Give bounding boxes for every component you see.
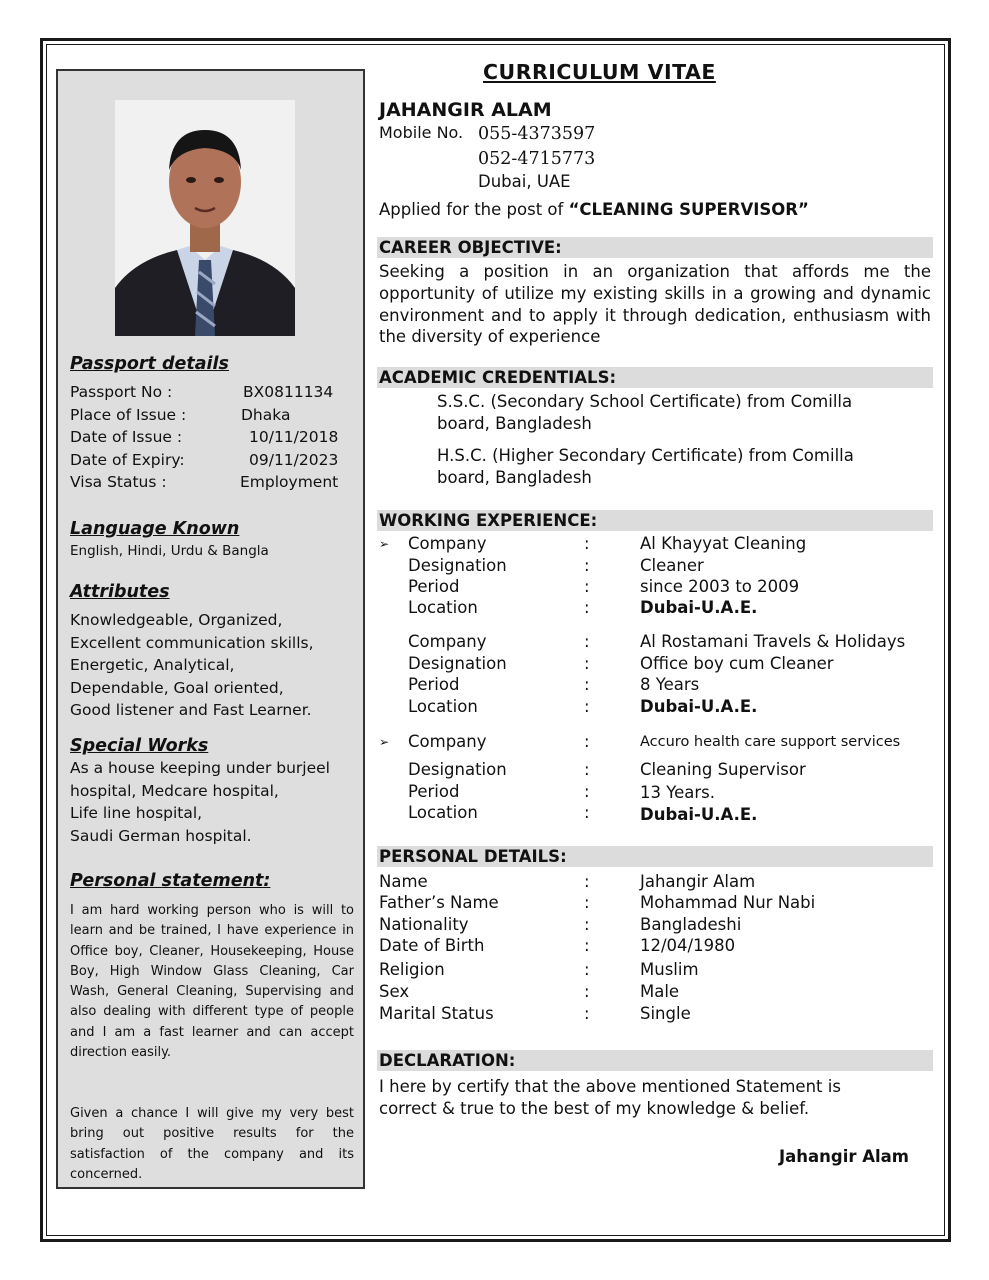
- passport-heading: Passport details: [70, 354, 229, 374]
- special-work-line: As a house keeping under burjeel: [70, 759, 330, 777]
- passport-label: Date of Issue :: [70, 428, 183, 447]
- passport-value: Dhaka: [241, 405, 291, 424]
- colon: :: [584, 893, 590, 912]
- personal-value: Mohammad Nur Nabi: [640, 893, 816, 912]
- job-designation-label: Designation: [408, 654, 507, 673]
- job-location: [640, 804, 757, 825]
- colon: :: [584, 803, 590, 822]
- passport-label: Visa Status :: [70, 473, 167, 492]
- signature-name: Jahangir Alam: [779, 1147, 910, 1166]
- job-company: Accuro health care support services: [640, 734, 901, 750]
- job-company: Al Khayyat Cleaning: [640, 534, 807, 553]
- passport-row: [70, 406, 354, 429]
- passport-row: [70, 383, 354, 406]
- job-location-value: Dubai-U.A.E.: [640, 805, 758, 824]
- colon: :: [584, 960, 590, 979]
- special-work-line: Saudi German hospital.: [70, 826, 252, 845]
- colon: :: [584, 577, 590, 596]
- portrait-image: [115, 100, 295, 336]
- attributes-list: [70, 609, 354, 722]
- passport-row: [70, 428, 354, 451]
- job-period: 8 Years: [640, 675, 700, 694]
- job-company-label: Company: [408, 732, 487, 751]
- attributes-heading: Attributes: [70, 582, 170, 602]
- city: Dubai, UAE: [478, 172, 571, 191]
- job-designation-label: Designation: [408, 556, 507, 575]
- section-heading: DECLARATION:: [379, 1051, 516, 1070]
- mobile-number-2: 052-4715773: [478, 149, 596, 169]
- job-period-label: Period: [408, 675, 460, 694]
- passport-value: 10/11/2018: [249, 428, 339, 447]
- personal-value: Muslim: [640, 960, 699, 979]
- personal-value: Single: [640, 1004, 691, 1023]
- section-experience: [377, 510, 933, 531]
- colon: :: [584, 915, 590, 934]
- colon: :: [584, 632, 590, 651]
- job-designation: Office boy cum Cleaner: [640, 654, 834, 673]
- profile-photo: [115, 100, 295, 336]
- personal-label: Name: [379, 872, 428, 891]
- personal-statement-closing: Given a chance I will give my very best bring out positive results for the satisfaction of the company and its concerned.: [70, 1106, 354, 1182]
- sidebar: [56, 69, 365, 1189]
- applicant-name: JAHANGIR ALAM: [379, 99, 552, 121]
- colon: :: [584, 534, 590, 553]
- colon: :: [584, 872, 590, 891]
- section-academic: [377, 367, 933, 388]
- academic-item: S.S.C. (Secondary School Certificate) from Comilla board, Bangladesh: [437, 392, 853, 433]
- job-location-value: Dubai-U.A.E.: [640, 697, 758, 716]
- personal-label: Marital Status: [379, 1004, 494, 1023]
- personal-value: Bangladeshi: [640, 915, 742, 934]
- job-designation: Cleaning Supervisor: [640, 760, 806, 779]
- attribute-line: Good listener and Fast Learner.: [70, 701, 312, 720]
- career-objective-text: Seeking a position in an organization that affords me the opportunity of utilize my existing skills in a growing and dynamic environment and to apply it through dedication, enthusiasm with the diversity of experience: [379, 262, 931, 347]
- job-period-label: Period: [408, 577, 460, 596]
- applied-post-title: “CLEANING SUPERVISOR”: [568, 200, 809, 219]
- job-location-label: Location: [408, 803, 478, 822]
- section-declaration: [377, 1050, 933, 1071]
- colon: :: [584, 654, 590, 673]
- mobile-label: Mobile No.: [379, 123, 464, 142]
- bullet-arrow-icon: ➢: [379, 735, 390, 749]
- passport-value: Employment: [240, 473, 339, 492]
- job-company: Al Rostamani Travels & Holidays: [640, 632, 906, 651]
- language-text: English, Hindi, Urdu & Bangla: [70, 543, 269, 559]
- colon: :: [584, 732, 590, 751]
- job-location-value: Dubai-U.A.E.: [640, 598, 758, 617]
- special-works-list: [70, 757, 354, 847]
- attribute-line: Excellent communication skills,: [70, 633, 314, 652]
- personal-value: Male: [640, 982, 680, 1001]
- academic-item: H.S.C. (Higher Secondary Certificate) from Comilla board, Bangladesh: [437, 446, 854, 487]
- job-period-label: Period: [408, 782, 460, 801]
- job-location-label: Location: [408, 697, 478, 716]
- section-heading: PERSONAL DETAILS:: [379, 847, 567, 866]
- passport-value: BX0811134: [243, 383, 334, 401]
- special-work-line: Life line hospital,: [70, 804, 203, 823]
- colon: :: [584, 982, 590, 1001]
- personal-label: Father’s Name: [379, 893, 499, 912]
- personal-label: Date of Birth: [379, 936, 485, 955]
- job-designation-label: Designation: [408, 760, 507, 779]
- applied-post: [379, 200, 809, 219]
- personal-value: Jahangir Alam: [640, 872, 756, 891]
- job-company-label: Company: [408, 534, 487, 553]
- passport-row: [70, 451, 354, 474]
- section-heading: ACADEMIC CREDENTIALS:: [379, 368, 617, 387]
- passport-row: [70, 473, 354, 496]
- passport-label: Passport No :: [70, 383, 173, 401]
- mobile-number-1: 055-4373597: [478, 124, 596, 144]
- passport-value: 09/11/2023: [249, 450, 339, 469]
- declaration-text: I here by certify that the above mentioned Statement is correct & true to the best of my knowledge & belief.: [379, 1077, 841, 1118]
- colon: :: [584, 598, 590, 617]
- section-heading: WORKING EXPERIENCE:: [379, 511, 598, 530]
- job-period: since 2003 to 2009: [640, 577, 800, 596]
- attribute-line: Knowledgeable, Organized,: [70, 611, 283, 629]
- personal-statement-text: I am hard working person who is will to learn and be trained, I have experience in Office boy, Cleaner, Housekeeping, House Boy, High Window Glass Cleaning, Car Wash, General Cleaning, Supervising and also dealing with different type of people and I am a fast learner and can accept direction easily.: [70, 903, 354, 1061]
- special-work-line: hospital, Medcare hospital,: [70, 781, 279, 800]
- passport-label: Place of Issue :: [70, 405, 187, 424]
- job-location-label: Location: [408, 598, 478, 617]
- job-location: [640, 696, 757, 717]
- job-location: [640, 597, 757, 618]
- language-heading: Language Known: [70, 519, 240, 539]
- colon: :: [584, 936, 590, 955]
- job-company-label: Company: [408, 632, 487, 651]
- passport-details: [70, 383, 354, 496]
- attribute-line: Energetic, Analytical,: [70, 656, 235, 675]
- section-heading: CAREER OBJECTIVE:: [379, 238, 562, 257]
- job-designation: Cleaner: [640, 556, 704, 575]
- personal-label: Nationality: [379, 915, 469, 934]
- personal-label: Religion: [379, 960, 445, 979]
- section-personal: [377, 846, 933, 867]
- passport-label: Date of Expiry:: [70, 450, 185, 469]
- colon: :: [584, 675, 590, 694]
- special-works-heading: Special Works: [70, 736, 209, 756]
- colon: :: [584, 1004, 590, 1023]
- section-career-objective: [377, 237, 933, 258]
- job-period: 13 Years.: [640, 783, 716, 802]
- attribute-line: Dependable, Goal oriented,: [70, 678, 284, 697]
- colon: :: [584, 782, 590, 801]
- personal-statement-heading: Personal statement:: [70, 871, 271, 891]
- personal-value: 12/04/1980: [640, 936, 736, 955]
- personal-label: Sex: [379, 982, 410, 1001]
- bullet-arrow-icon: ➢: [379, 537, 390, 551]
- applied-prefix: Applied for the post of: [379, 200, 564, 219]
- colon: :: [584, 697, 590, 716]
- colon: :: [584, 760, 590, 779]
- colon: :: [584, 556, 590, 575]
- document-title: CURRICULUM VITAE: [483, 60, 716, 84]
